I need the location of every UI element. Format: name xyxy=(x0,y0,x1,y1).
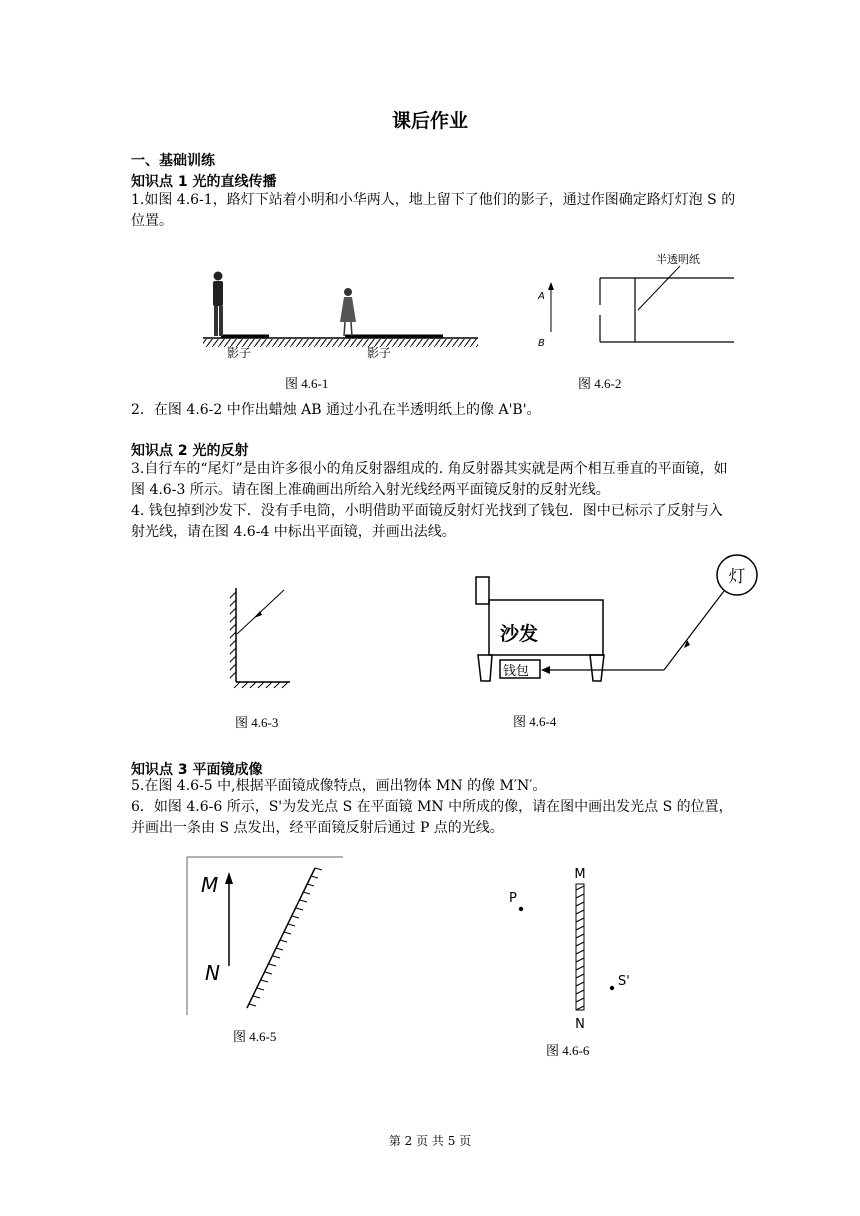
figure-4-6-3 xyxy=(222,582,302,692)
question-3: 3.自行车的“尾灯”是由许多很小的角反射器组成的. 角反射器其实就是两个相互垂直的平面镜，如图 4.6-3 所示。请在图上准确画出所给入射光线经两平面镜反射的反射光线。 xyxy=(131,461,728,498)
mirror-m-label: M xyxy=(574,867,586,882)
knowledge-point-3: 知识点 3 平面镜成像 xyxy=(131,762,263,778)
object-m-label: M xyxy=(201,873,219,897)
figure-4-6-5 xyxy=(185,856,345,1016)
object-n-label: N xyxy=(205,961,220,985)
caption-4-6-3: 图 4.6-3 xyxy=(235,715,279,730)
point-p xyxy=(519,907,523,911)
caption-4-6-5: 图 4.6-5 xyxy=(233,1029,277,1044)
caption-4-6-4: 图 4.6-4 xyxy=(513,714,557,729)
caption-4-6-2: 图 4.6-2 xyxy=(578,376,622,391)
page-footer: 第 2 页 共 5 页 xyxy=(388,1134,472,1148)
translucent-paper-label: 半透明纸 xyxy=(656,253,700,266)
shadow-label-2: 影子 xyxy=(366,346,392,360)
mirror-n-label: N xyxy=(575,1017,585,1032)
point-p-label: P xyxy=(509,891,517,906)
girl-figure xyxy=(340,288,356,336)
image-point-s xyxy=(610,986,614,990)
caption-4-6-1: 图 4.6-1 xyxy=(285,376,329,391)
wallet-label: 钱包 xyxy=(503,664,530,679)
section-heading-basic: 一、基础训练 xyxy=(131,153,215,169)
question-2: 2．在图 4.6-2 中作出蜡烛 AB 通过小孔在半透明纸上的像 A'B'。 xyxy=(131,402,541,418)
lamp-label: 灯 xyxy=(728,567,746,587)
image-s-label: S' xyxy=(618,974,630,989)
knowledge-point-1: 知识点 1 光的直线传播 xyxy=(131,174,277,190)
candle-top-label: A xyxy=(538,291,545,302)
caption-4-6-6: 图 4.6-6 xyxy=(546,1043,590,1058)
figure-4-6-1 xyxy=(195,266,485,366)
man-figure xyxy=(213,272,223,337)
question-4: 4. 钱包掉到沙发下．没有手电筒，小明借助平面镜反射灯光找到了钱包．图中已标示了反射与入射光线，请在图 4.6-4 中标出平面镜，并画出法线。 xyxy=(131,503,723,540)
knowledge-point-2: 知识点 2 光的反射 xyxy=(131,443,249,459)
page-title: 课后作业 xyxy=(391,110,468,132)
figure-4-6-6 xyxy=(500,858,650,1033)
figure-4-6-4 xyxy=(470,553,765,688)
question-5: 5.在图 4.6-5 中,根据平面镜成像特点，画出物体 MN 的像 M′N′。 xyxy=(131,778,547,794)
question-1: 1.如图 4.6-1，路灯下站着小明和小华两人，地上留下了他们的影子，通过作图确定路灯灯泡 S 的位置。 xyxy=(131,192,736,229)
shadow-label-1: 影子 xyxy=(226,346,252,360)
figure-4-6-2 xyxy=(530,250,740,355)
sofa-label: 沙发 xyxy=(500,623,539,645)
candle-bottom-label: B xyxy=(538,338,545,349)
question-6: 6．如图 4.6-6 所示，S'为发光点 S 在平面镜 MN 中所成的像，请在图中画出发光点 S 的位置，并画出一条由 S 点发出，经平面镜反射后通过 P 点的光线。 xyxy=(131,799,733,836)
